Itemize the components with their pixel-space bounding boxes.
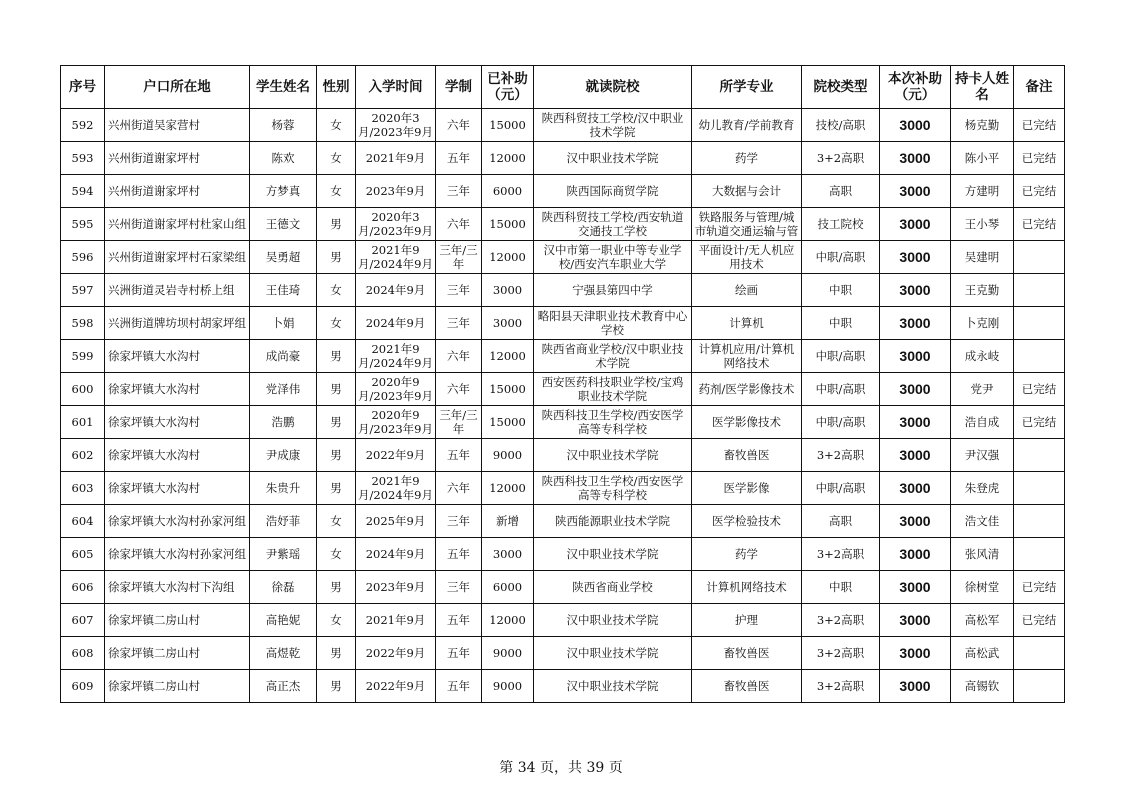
cell-current-subsidy: 3000 <box>880 538 951 571</box>
cell-major: 计算机网络技术 <box>692 571 802 604</box>
cell-student-name: 卜娟 <box>250 307 317 340</box>
cell-subsidized-amount: 12000 <box>482 142 534 175</box>
table-row <box>61 538 1065 571</box>
header-school-type: 院校类型 <box>802 66 880 109</box>
cell-student-name: 方梦真 <box>250 175 317 208</box>
table-row <box>61 406 1065 439</box>
cell-duration: 三年 <box>436 175 482 208</box>
cell-student-name: 王佳琦 <box>250 274 317 307</box>
cell-gender: 女 <box>317 274 356 307</box>
cell-gender: 女 <box>317 109 356 142</box>
cell-major: 绘画 <box>692 274 802 307</box>
cell-school: 汉中职业技术学院 <box>534 439 692 472</box>
cell-cardholder-name: 方建明 <box>951 175 1014 208</box>
table-row <box>61 604 1065 637</box>
cell-current-subsidy: 3000 <box>880 571 951 604</box>
cell-school-type: 中职 <box>802 274 880 307</box>
cell-remark <box>1014 505 1065 538</box>
cell-subsidized-amount: 15000 <box>482 109 534 142</box>
header-subsidized-amount: 已补助（元） <box>482 66 534 109</box>
cell-subsidized-amount: 新增 <box>482 505 534 538</box>
cell-household-location: 徐家坪镇二房山村 <box>105 670 250 703</box>
table-row <box>61 274 1065 307</box>
cell-major: 药剂/医学影像技术 <box>692 373 802 406</box>
cell-remark: 已完结 <box>1014 208 1065 241</box>
cell-remark <box>1014 637 1065 670</box>
cell-gender: 男 <box>317 406 356 439</box>
cell-subsidized-amount: 15000 <box>482 208 534 241</box>
cell-school-type: 中职/高职 <box>802 373 880 406</box>
cell-enrollment-date: 2022年9月 <box>356 637 436 670</box>
cell-index: 598 <box>61 307 105 340</box>
cell-major: 医学影像 <box>692 472 802 505</box>
cell-subsidized-amount: 6000 <box>482 175 534 208</box>
cell-duration: 五年 <box>436 604 482 637</box>
cell-subsidized-amount: 6000 <box>482 571 534 604</box>
cell-student-name: 徐磊 <box>250 571 317 604</box>
cell-remark <box>1014 538 1065 571</box>
header-cardholder-name: 持卡人姓名 <box>951 66 1014 109</box>
cell-school: 汉中职业技术学院 <box>534 538 692 571</box>
cell-current-subsidy: 3000 <box>880 472 951 505</box>
cell-subsidized-amount: 12000 <box>482 604 534 637</box>
cell-household-location: 徐家坪镇二房山村 <box>105 604 250 637</box>
cell-gender: 男 <box>317 472 356 505</box>
cell-gender: 男 <box>317 340 356 373</box>
cell-current-subsidy: 3000 <box>880 142 951 175</box>
cell-enrollment-date: 2021年9月/2024年9月 <box>356 340 436 373</box>
table-row <box>61 208 1065 241</box>
table-row <box>61 505 1065 538</box>
cell-duration: 六年 <box>436 208 482 241</box>
cell-remark: 已完结 <box>1014 175 1065 208</box>
cell-subsidized-amount: 12000 <box>482 472 534 505</box>
cell-current-subsidy: 3000 <box>880 340 951 373</box>
cell-school-type: 中职/高职 <box>802 472 880 505</box>
cell-gender: 男 <box>317 571 356 604</box>
table-row <box>61 670 1065 703</box>
cell-remark <box>1014 670 1065 703</box>
cell-school: 陕西科贸技工学校/西安轨道交通技工学校 <box>534 208 692 241</box>
cell-index: 602 <box>61 439 105 472</box>
cell-household-location: 徐家坪镇大水沟村 <box>105 439 250 472</box>
cell-student-name: 朱贵升 <box>250 472 317 505</box>
cell-school-type: 技工院校 <box>802 208 880 241</box>
table-row <box>61 571 1065 604</box>
table-row <box>61 340 1065 373</box>
cell-gender: 男 <box>317 670 356 703</box>
table-header-row <box>61 66 1065 109</box>
cell-household-location: 兴州街道谢家坪村 <box>105 142 250 175</box>
cell-index: 593 <box>61 142 105 175</box>
table-row <box>61 439 1065 472</box>
cell-remark: 已完结 <box>1014 109 1065 142</box>
cell-current-subsidy: 3000 <box>880 109 951 142</box>
header-major: 所学专业 <box>692 66 802 109</box>
cell-school: 西安医药科技职业学校/宝鸡职业技术学院 <box>534 373 692 406</box>
table-row <box>61 241 1065 274</box>
cell-school: 汉中职业技术学院 <box>534 142 692 175</box>
cell-index: 599 <box>61 340 105 373</box>
cell-remark: 已完结 <box>1014 373 1065 406</box>
cell-school: 汉中职业技术学院 <box>534 604 692 637</box>
cell-cardholder-name: 党尹 <box>951 373 1014 406</box>
cell-duration: 三年 <box>436 505 482 538</box>
cell-school: 陕西科贸技工学校/汉中职业技术学院 <box>534 109 692 142</box>
cell-household-location: 徐家坪镇二房山村 <box>105 637 250 670</box>
cell-cardholder-name: 高松武 <box>951 637 1014 670</box>
cell-current-subsidy: 3000 <box>880 241 951 274</box>
cell-school: 汉中职业技术学院 <box>534 637 692 670</box>
cell-index: 604 <box>61 505 105 538</box>
cell-student-name: 党泽伟 <box>250 373 317 406</box>
cell-index: 605 <box>61 538 105 571</box>
cell-school: 陕西国际商贸学院 <box>534 175 692 208</box>
cell-household-location: 兴州街道吴家营村 <box>105 109 250 142</box>
header-school: 就读院校 <box>534 66 692 109</box>
cell-duration: 三年/三年 <box>436 406 482 439</box>
cell-subsidized-amount: 9000 <box>482 637 534 670</box>
cell-enrollment-date: 2024年9月 <box>356 274 436 307</box>
cell-index: 597 <box>61 274 105 307</box>
cell-subsidized-amount: 15000 <box>482 406 534 439</box>
cell-enrollment-date: 2023年9月 <box>356 571 436 604</box>
cell-subsidized-amount: 9000 <box>482 670 534 703</box>
cell-duration: 三年 <box>436 307 482 340</box>
cell-household-location: 徐家坪镇大水沟村下沟组 <box>105 571 250 604</box>
cell-cardholder-name: 浩自成 <box>951 406 1014 439</box>
cell-student-name: 尹成康 <box>250 439 317 472</box>
cell-gender: 男 <box>317 208 356 241</box>
header-enrollment-date: 入学时间 <box>356 66 436 109</box>
cell-school-type: 3+2高职 <box>802 604 880 637</box>
cell-cardholder-name: 陈小平 <box>951 142 1014 175</box>
cell-remark: 已完结 <box>1014 142 1065 175</box>
cell-major: 铁路服务与管理/城市轨道交通运输与管 <box>692 208 802 241</box>
cell-enrollment-date: 2022年9月 <box>356 670 436 703</box>
cell-subsidized-amount: 3000 <box>482 538 534 571</box>
table-row <box>61 373 1065 406</box>
cell-current-subsidy: 3000 <box>880 670 951 703</box>
cell-cardholder-name: 徐树堂 <box>951 571 1014 604</box>
cell-student-name: 浩妤菲 <box>250 505 317 538</box>
cell-cardholder-name: 张风清 <box>951 538 1014 571</box>
cell-enrollment-date: 2025年9月 <box>356 505 436 538</box>
cell-duration: 五年 <box>436 439 482 472</box>
table-row <box>61 109 1065 142</box>
cell-major: 畜牧兽医 <box>692 439 802 472</box>
cell-major: 药学 <box>692 142 802 175</box>
cell-cardholder-name: 高松军 <box>951 604 1014 637</box>
cell-cardholder-name: 浩文佳 <box>951 505 1014 538</box>
cell-gender: 女 <box>317 604 356 637</box>
cell-duration: 三年/三年 <box>436 241 482 274</box>
cell-household-location: 徐家坪镇大水沟村 <box>105 406 250 439</box>
cell-major: 护理 <box>692 604 802 637</box>
cell-gender: 女 <box>317 175 356 208</box>
cell-school: 略阳县天津职业技术教育中心学校 <box>534 307 692 340</box>
cell-duration: 五年 <box>436 538 482 571</box>
cell-gender: 女 <box>317 538 356 571</box>
cell-gender: 男 <box>317 439 356 472</box>
cell-cardholder-name: 卜克刚 <box>951 307 1014 340</box>
cell-subsidized-amount: 15000 <box>482 373 534 406</box>
cell-major: 医学检验技术 <box>692 505 802 538</box>
header-gender: 性别 <box>317 66 356 109</box>
cell-school-type: 中职 <box>802 571 880 604</box>
cell-index: 600 <box>61 373 105 406</box>
cell-index: 608 <box>61 637 105 670</box>
cell-student-name: 尹紫瑶 <box>250 538 317 571</box>
cell-household-location: 兴州街道谢家坪村石家梁组 <box>105 241 250 274</box>
cell-major: 畜牧兽医 <box>692 670 802 703</box>
cell-duration: 六年 <box>436 373 482 406</box>
cell-current-subsidy: 3000 <box>880 175 951 208</box>
cell-enrollment-date: 2024年9月 <box>356 538 436 571</box>
cell-school: 汉中市第一职业中等专业学校/西安汽车职业大学 <box>534 241 692 274</box>
cell-school: 陕西能源职业技术学院 <box>534 505 692 538</box>
table-row <box>61 175 1065 208</box>
cell-cardholder-name: 杨克勤 <box>951 109 1014 142</box>
cell-school-type: 3+2高职 <box>802 637 880 670</box>
cell-index: 592 <box>61 109 105 142</box>
cell-current-subsidy: 3000 <box>880 439 951 472</box>
cell-school-type: 3+2高职 <box>802 439 880 472</box>
cell-subsidized-amount: 9000 <box>482 439 534 472</box>
cell-student-name: 陈欢 <box>250 142 317 175</box>
cell-duration: 六年 <box>436 109 482 142</box>
cell-major: 计算机 <box>692 307 802 340</box>
cell-subsidized-amount: 12000 <box>482 340 534 373</box>
cell-index: 595 <box>61 208 105 241</box>
cell-enrollment-date: 2021年9月/2024年9月 <box>356 472 436 505</box>
cell-gender: 女 <box>317 505 356 538</box>
cell-remark <box>1014 472 1065 505</box>
header-current-subsidy: 本次补助（元） <box>880 66 951 109</box>
cell-index: 594 <box>61 175 105 208</box>
cell-duration: 五年 <box>436 670 482 703</box>
cell-school-type: 高职 <box>802 505 880 538</box>
cell-student-name: 王德文 <box>250 208 317 241</box>
cell-student-name: 成尚豪 <box>250 340 317 373</box>
cell-household-location: 兴洲街道灵岩寺村桥上组 <box>105 274 250 307</box>
cell-current-subsidy: 3000 <box>880 637 951 670</box>
cell-school: 陕西科技卫生学校/西安医学高等专科学校 <box>534 472 692 505</box>
cell-cardholder-name: 朱登虎 <box>951 472 1014 505</box>
cell-duration: 三年 <box>436 571 482 604</box>
cell-major: 计算机应用/计算机网络技术 <box>692 340 802 373</box>
cell-current-subsidy: 3000 <box>880 307 951 340</box>
cell-school: 陕西科技卫生学校/西安医学高等专科学校 <box>534 406 692 439</box>
cell-school-type: 中职/高职 <box>802 241 880 274</box>
cell-remark <box>1014 340 1065 373</box>
cell-duration: 六年 <box>436 472 482 505</box>
cell-enrollment-date: 2020年3月/2023年9月 <box>356 109 436 142</box>
cell-cardholder-name: 成永岐 <box>951 340 1014 373</box>
table-row <box>61 307 1065 340</box>
cell-remark <box>1014 274 1065 307</box>
cell-school-type: 3+2高职 <box>802 670 880 703</box>
cell-gender: 女 <box>317 142 356 175</box>
cell-household-location: 徐家坪镇大水沟村 <box>105 373 250 406</box>
header-student-name: 学生姓名 <box>250 66 317 109</box>
cell-major: 平面设计/无人机应用技术 <box>692 241 802 274</box>
cell-major: 大数据与会计 <box>692 175 802 208</box>
subsidy-table <box>60 65 1065 703</box>
cell-subsidized-amount: 12000 <box>482 241 534 274</box>
cell-household-location: 徐家坪镇大水沟村孙家河组 <box>105 505 250 538</box>
cell-index: 596 <box>61 241 105 274</box>
table-row <box>61 637 1065 670</box>
cell-duration: 三年 <box>436 274 482 307</box>
cell-enrollment-date: 2023年9月 <box>356 175 436 208</box>
cell-gender: 女 <box>317 307 356 340</box>
cell-current-subsidy: 3000 <box>880 604 951 637</box>
cell-enrollment-date: 2021年9月/2024年9月 <box>356 241 436 274</box>
cell-school-type: 技校/高职 <box>802 109 880 142</box>
header-household-location: 户口所在地 <box>105 66 250 109</box>
cell-remark <box>1014 307 1065 340</box>
cell-remark: 已完结 <box>1014 406 1065 439</box>
cell-index: 607 <box>61 604 105 637</box>
cell-school: 宁强县第四中学 <box>534 274 692 307</box>
cell-major: 医学影像技术 <box>692 406 802 439</box>
cell-school-type: 3+2高职 <box>802 142 880 175</box>
cell-student-name: 杨蓉 <box>250 109 317 142</box>
cell-gender: 男 <box>317 373 356 406</box>
cell-enrollment-date: 2024年9月 <box>356 307 436 340</box>
cell-school-type: 中职/高职 <box>802 406 880 439</box>
cell-student-name: 高艳妮 <box>250 604 317 637</box>
cell-household-location: 徐家坪镇大水沟村孙家河组 <box>105 538 250 571</box>
cell-enrollment-date: 2021年9月 <box>356 604 436 637</box>
cell-school: 陕西省商业学校 <box>534 571 692 604</box>
header-duration: 学制 <box>436 66 482 109</box>
cell-enrollment-date: 2020年9月/2023年9月 <box>356 406 436 439</box>
cell-cardholder-name: 王克勤 <box>951 274 1014 307</box>
cell-current-subsidy: 3000 <box>880 505 951 538</box>
cell-index: 603 <box>61 472 105 505</box>
cell-household-location: 兴州街道谢家坪村 <box>105 175 250 208</box>
cell-current-subsidy: 3000 <box>880 274 951 307</box>
cell-gender: 男 <box>317 241 356 274</box>
cell-cardholder-name: 尹汉强 <box>951 439 1014 472</box>
cell-student-name: 吴勇超 <box>250 241 317 274</box>
header-index: 序号 <box>61 66 105 109</box>
cell-school: 汉中职业技术学院 <box>534 670 692 703</box>
cell-index: 609 <box>61 670 105 703</box>
cell-enrollment-date: 2020年3月/2023年9月 <box>356 208 436 241</box>
cell-school: 陕西省商业学校/汉中职业技术学院 <box>534 340 692 373</box>
page-footer: 第 34 页，共 39 页 <box>499 760 623 776</box>
cell-duration: 五年 <box>436 142 482 175</box>
cell-school-type: 中职 <box>802 307 880 340</box>
cell-duration: 六年 <box>436 340 482 373</box>
cell-subsidized-amount: 3000 <box>482 274 534 307</box>
cell-student-name: 高煜乾 <box>250 637 317 670</box>
cell-enrollment-date: 2021年9月 <box>356 142 436 175</box>
cell-household-location: 兴州街道谢家坪村杜家山组 <box>105 208 250 241</box>
cell-household-location: 兴洲街道牌坊坝村胡家坪组 <box>105 307 250 340</box>
cell-student-name: 高正杰 <box>250 670 317 703</box>
cell-school-type: 高职 <box>802 175 880 208</box>
cell-gender: 男 <box>317 637 356 670</box>
cell-remark: 已完结 <box>1014 604 1065 637</box>
cell-index: 601 <box>61 406 105 439</box>
cell-major: 幼儿教育/学前教育 <box>692 109 802 142</box>
cell-household-location: 徐家坪镇大水沟村 <box>105 340 250 373</box>
cell-current-subsidy: 3000 <box>880 373 951 406</box>
cell-cardholder-name: 高锡钦 <box>951 670 1014 703</box>
cell-current-subsidy: 3000 <box>880 406 951 439</box>
header-remark: 备注 <box>1014 66 1065 109</box>
cell-student-name: 浩鹏 <box>250 406 317 439</box>
cell-remark <box>1014 241 1065 274</box>
cell-cardholder-name: 王小琴 <box>951 208 1014 241</box>
cell-remark <box>1014 439 1065 472</box>
cell-school-type: 3+2高职 <box>802 538 880 571</box>
cell-subsidized-amount: 3000 <box>482 307 534 340</box>
cell-major: 药学 <box>692 538 802 571</box>
cell-cardholder-name: 吴建明 <box>951 241 1014 274</box>
cell-enrollment-date: 2020年9月/2023年9月 <box>356 373 436 406</box>
cell-duration: 五年 <box>436 637 482 670</box>
cell-household-location: 徐家坪镇大水沟村 <box>105 472 250 505</box>
cell-current-subsidy: 3000 <box>880 208 951 241</box>
cell-enrollment-date: 2022年9月 <box>356 439 436 472</box>
table-row <box>61 472 1065 505</box>
cell-school-type: 中职/高职 <box>802 340 880 373</box>
cell-remark: 已完结 <box>1014 571 1065 604</box>
table-row <box>61 142 1065 175</box>
cell-index: 606 <box>61 571 105 604</box>
cell-major: 畜牧兽医 <box>692 637 802 670</box>
